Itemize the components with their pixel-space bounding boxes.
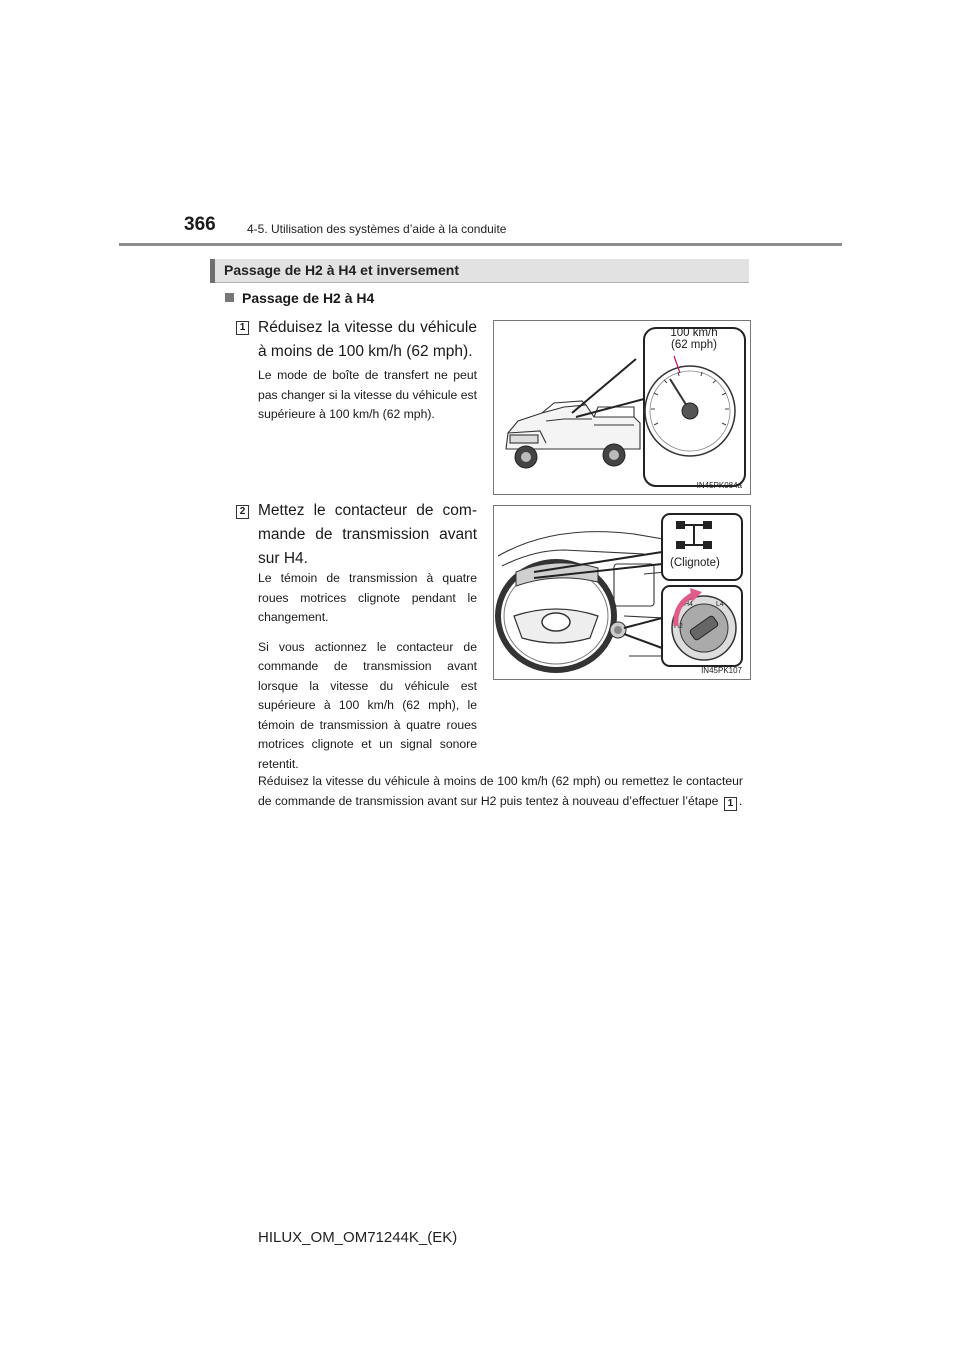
section-accent [210,259,215,283]
dashboard-switch-illustration [494,506,750,679]
step-2-paragraph-2: Si vous actionnez le contacteur de commande de transmission avant lorsque la vitesse du véhicule est supérieure à 100 km/h (62 mph), le témoin de transmission à quatre roues motrices clignote et un signal sonore retentit. [258,639,477,771]
step-2-paragraph-1: Le témoin de transmission à quatre roues motrices clignote pendant le changement. [258,571,477,624]
subheading-text: Passage de H2 à H4 [242,290,375,306]
blink-label: (Clignote) [670,557,720,569]
step-reference-1: 1 [724,797,737,811]
subheading [225,290,374,306]
running-head: 4-5. Utilisation des systèmes d’aide à la conduite [247,222,507,236]
section-heading-bar [210,259,749,283]
figure-2-code: IN45PK107 [701,666,742,675]
header-rule [119,243,842,246]
figure-vehicle-speedometer [493,320,751,495]
note-end: . [738,793,743,808]
page-number: 366 [184,214,216,235]
figure-transfer-switch [493,505,751,680]
note-text: Réduisez la vitesse du véhicule à moins de 100 km/h (62 mph) ou remettez le contacteur de commande de transmission avant sur H2 puis tentez à nouveau d’effectuer l’étape [258,774,743,808]
svg-text:L4: L4 [716,601,724,608]
svg-text:H2: H2 [674,623,683,630]
speed-label-mph: (62 mph) [670,339,718,351]
section-title: Passage de H2 à H4 et inversement [224,262,460,278]
step-number-1: 1 [236,321,249,335]
note-paragraph [258,772,743,811]
step-2-body [258,569,477,784]
step-1-body [258,366,477,435]
step-2-title: Mettez le contacteur de com-mande de transmission avant sur H4. [258,502,477,567]
step-1-title: Réduisez la vitesse du véhicule à moins de 100 km/h (62 mph). [258,319,477,360]
step-1-paragraph: Le mode de boîte de transfert ne peut pas changer si la vitesse du véhicule est supérieure à 100 km/h (62 mph). [258,368,477,421]
speed-label-kmh: 100 km/h [670,327,718,339]
speed-callout [664,327,724,351]
document-id: HILUX_OM_OM71244K_(EK) [258,1229,458,1246]
square-bullet-icon [225,293,234,302]
step-number-2: 2 [236,505,249,519]
svg-text:H4: H4 [684,601,693,608]
figure-1-code: IN45PK084a [696,481,742,490]
